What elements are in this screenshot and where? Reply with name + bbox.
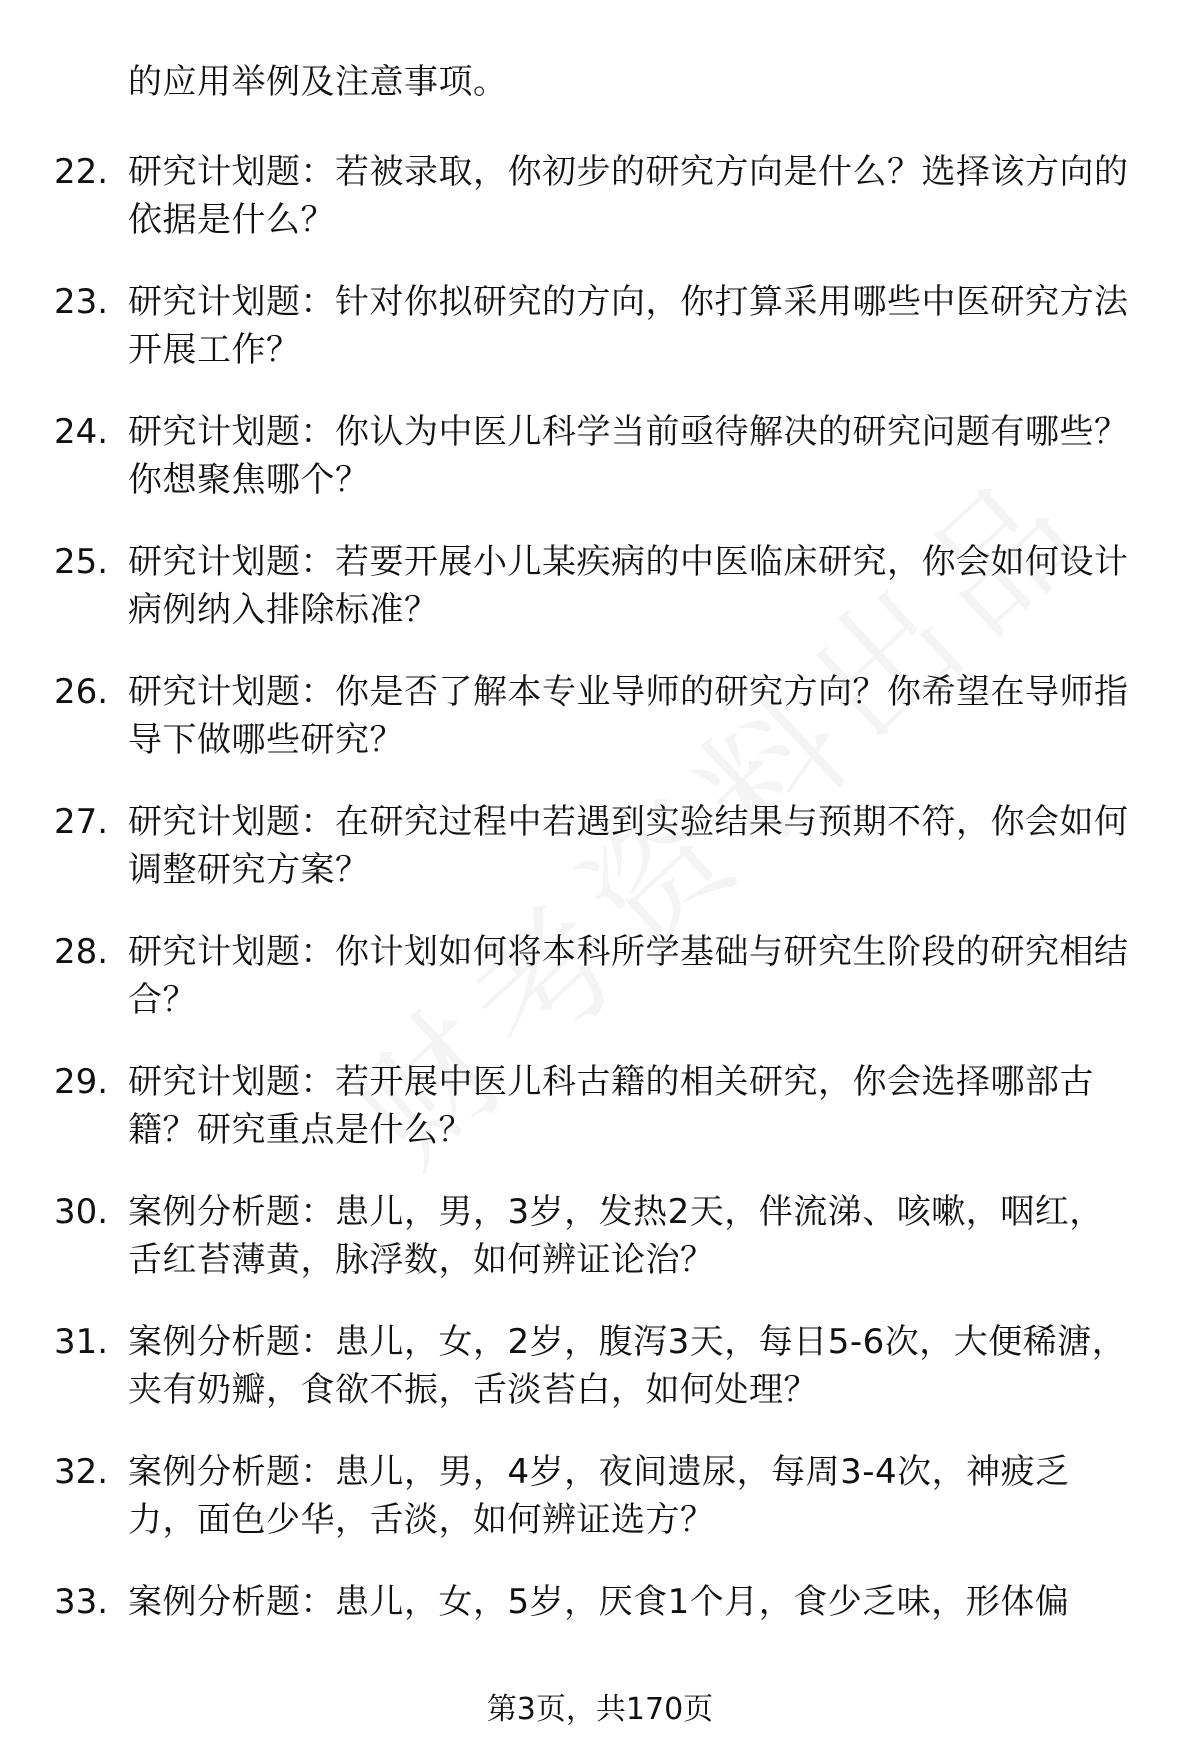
question-item-29 (54, 1058, 1144, 1154)
question-text: 案例分析题：患儿，女，5岁，厌食1个月，食少乏味，形体偏 (128, 1582, 1070, 1622)
question-text: 研究计划题：若开展中医儿科古籍的相关研究，你会选择哪部古籍？研究重点是什么？ (128, 1062, 1094, 1150)
question-item-22 (54, 148, 1144, 244)
question-item-32 (54, 1448, 1144, 1544)
question-item-26 (54, 668, 1144, 764)
question-text: 研究计划题：若被录取，你初步的研究方向是什么？选择该方向的依据是什么？ (128, 152, 1129, 240)
page-footer: 第3页，共170页 (486, 1692, 714, 1727)
question-item-33 (54, 1578, 1144, 1674)
question-text: 研究计划题：在研究过程中若遇到实验结果与预期不符，你会如何调整研究方案？ (128, 802, 1129, 890)
question-number: 32. (54, 1452, 109, 1492)
question-list (54, 148, 1144, 1708)
question-item-24 (54, 408, 1144, 504)
question-number: 26. (54, 672, 109, 712)
question-item-30 (54, 1188, 1144, 1284)
question-number: 24. (54, 412, 109, 452)
question-number: 28. (54, 932, 109, 972)
question-text: 研究计划题：针对你拟研究的方向，你打算采用哪些中医研究方法开展工作？ (128, 282, 1129, 370)
question-number: 23. (54, 282, 109, 322)
question-item-31 (54, 1318, 1144, 1414)
question-item-28 (54, 928, 1144, 1024)
question-item-27 (54, 798, 1144, 894)
question-number: 30. (54, 1192, 109, 1232)
question-number: 25. (54, 542, 109, 582)
continued-text-line: 的应用举例及注意事项。 (128, 62, 508, 102)
question-number: 27. (54, 802, 109, 842)
question-number: 31. (54, 1322, 109, 1362)
question-text: 研究计划题：你是否了解本专业导师的研究方向？你希望在导师指导下做哪些研究？ (128, 672, 1129, 760)
question-text: 研究计划题：你计划如何将本科所学基础与研究生阶段的研究相结合？ (128, 932, 1129, 1020)
question-number: 33. (54, 1582, 109, 1622)
question-text: 案例分析题：患儿，男，3岁，发热2天，伴流涕、咳嗽，咽红，舌红苔薄黄，脉浮数，如何辨证论治？ (128, 1192, 1104, 1280)
question-number: 29. (54, 1062, 109, 1102)
question-text: 研究计划题：你认为中医儿科学当前亟待解决的研究问题有哪些？你想聚焦哪个？ (128, 412, 1129, 500)
question-number: 22. (54, 152, 109, 192)
question-item-23 (54, 278, 1144, 374)
question-text: 案例分析题：患儿，男，4岁，夜间遗尿，每周3-4次，神疲乏力，面色少华，舌淡，如何辨证选方？ (128, 1452, 1070, 1540)
question-text: 案例分析题：患儿，女，2岁，腹泻3天，每日5-6次，大便稀溏，夹有奶瓣，食欲不振，舌淡苔白，如何处理？ (128, 1322, 1127, 1410)
question-text: 研究计划题：若要开展小儿某疾病的中医临床研究，你会如何设计病例纳入排除标准？ (128, 542, 1129, 630)
question-item-25 (54, 538, 1144, 634)
